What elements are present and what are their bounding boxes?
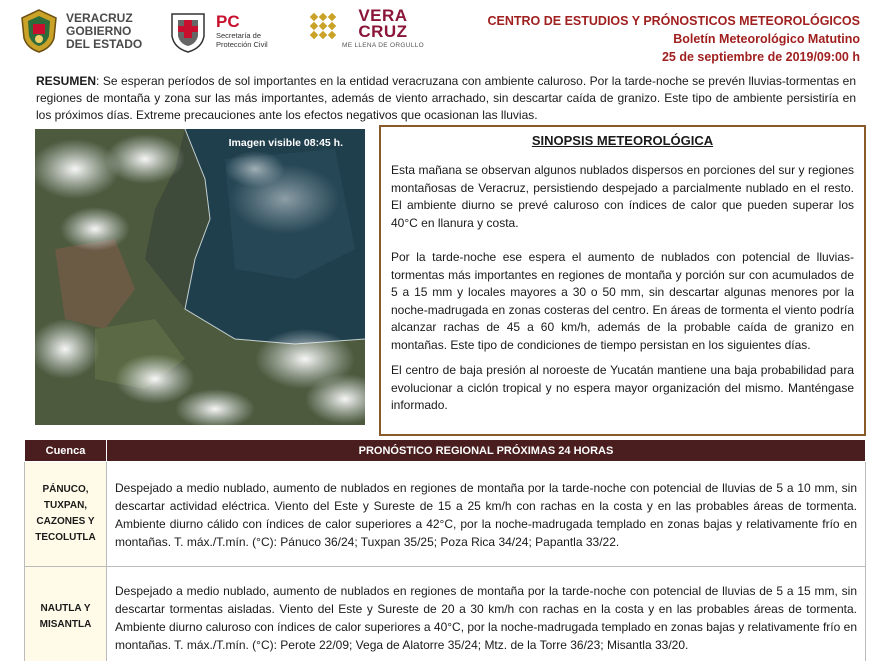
resumen-text: : Se esperan períodos de sol importantes en la entidad veracruzana con ambiente caluroso. Por la tarde-noche se prevén lluvias-tormentas en regiones de montaña y zona sur las más importantes, además de viento arrachado, sin descartar caída de granizo. Este tipo de ambiente persistiría en los próximos días. Extreme precauciones ante los efectos negativos que ocasionan las lluvias.: [36, 74, 856, 122]
bulletin-date: 25 de septiembre de 2019/09:00 h: [661, 50, 860, 64]
regional-forecast-table: [24, 439, 866, 661]
logo-estado-text: DEL ESTADO: [66, 36, 143, 51]
column-header-cuenca: Cuenca: [25, 440, 107, 462]
pc-seal-icon: [168, 8, 210, 54]
logo-gobierno-text: GOBIERNO: [66, 23, 132, 38]
satellite-image-label: Imagen visible 08:45 h.: [228, 137, 343, 149]
region-name-line: MISANTLA: [39, 618, 92, 630]
veracruz-seal-icon: [18, 8, 60, 54]
vc-slogan-text: ME LLENA DE ORGULLO: [342, 42, 424, 49]
bulletin-title-block: [488, 12, 861, 66]
bulletin-subtitle: Boletín Meteorológico Matutino: [673, 32, 860, 46]
logo-veracruz-text: VERACRUZ: [66, 10, 133, 25]
forecast-cell: Despejado a medio nublado, aumento de nublados en regiones de montaña por la tarde-noche con potencial de lluvias de 5 a 15 mm, sin descartar tormentas aisladas. Viento del Este y Sureste de 20 a 30 km/h con rachas en la costa y en las probables áreas de tormenta. Ambiente diurno caluroso con índices de calor superiores a 40°C, por la noche-madrugada templado en zonas bajas y relativamente frío en montañas. T. máx./T.mín. (°C): Perote 22/09; Vega de Alatorre 35/24; Mtz. de la Torre 36/23; Misantla 33/20.: [107, 567, 866, 661]
region-cell: [25, 462, 107, 567]
table-header-row: [25, 440, 866, 462]
grid-pattern-icon: [310, 13, 336, 44]
table-row: [25, 462, 866, 567]
region-name-line: NAUTLA Y: [40, 602, 91, 614]
veracruz-government-logo: [18, 8, 142, 54]
forecast-cell: Despejado a medio nublado, aumento de nublados en regiones de montaña por la tarde-noche con potencial de lluvias de 5 a 10 mm, sin descartar actividad eléctrica. Viento del Este y Sureste de 15 a 25 km/h con rachas en la costa y en las probables áreas de tormenta. Ambiente diurno cálido con índices de calor superiores a 42°C, por la noche-madrugada templado en zonas bajas y relativamente frío en montañas. T. máx./T.mín. (°C): Pánuco 36/24; Tuxpan 35/25; Poza Rica 34/24; Papantla 33/22.: [107, 462, 866, 567]
sinopsis-paragraph-2: Por la tarde-noche ese espera el aumento de nublados con potencial de lluvias-tormentas más importantes en regiones de montaña y porción sur con acumulados de 5 a 15 mm y locales mayores a 30 o 50 mm, sin descartar algunas menores por la noche-madrugada en zonas costeras del centro. En áreas de tormenta el viento podría alcanzar rachas de 45 a 60 km/h, además de la probable caída de granizo en montañas. Este tipo de condiciones de tiempo persistan en los siguientes días.: [391, 250, 854, 352]
resumen-label: RESUMEN: [36, 74, 97, 88]
resumen-paragraph: [36, 73, 856, 124]
sinopsis-paragraph-1: Esta mañana se observan algunos nublados dispersos en porciones del sur y regiones montañosas de Veracruz, persistiendo despejado a parcialmente nublado en el resto. El ambiente diurno se prevé caluroso con índices de calor que pueden superar los 40°C en llanura y costa.: [391, 163, 854, 230]
sinopsis-title: SINOPSIS METEOROLÓGICA: [531, 133, 714, 148]
pc-line1-text: Secretaría de: [216, 31, 262, 40]
table-row: [25, 567, 866, 661]
region-name-line: PÁNUCO,: [42, 484, 89, 495]
header: [0, 0, 880, 68]
pc-logo-text: PC: [216, 12, 240, 31]
bulletin-title: CENTRO DE ESTUDIOS Y PRÓNOSTICOS METEOROLÓGICOS: [487, 14, 860, 28]
vc-line1-text: VERA: [358, 6, 408, 25]
region-name-line: TUXPAN,: [43, 500, 88, 511]
sinopsis-paragraph-3: El centro de baja presión al noroeste de Yucatán mantiene una baja probabilidad para evolucionar a ciclón tropical y no espera mayor organización del mismo. Manténgase informado.: [391, 363, 854, 412]
region-cell: [25, 567, 107, 661]
proteccion-civil-logo: [168, 8, 268, 54]
veracruz-orgullo-logo: [310, 8, 424, 49]
pc-line2-text: Protección Civil: [216, 40, 268, 49]
sinopsis-box: [379, 125, 866, 436]
region-name-line: TECOLUTLA: [35, 532, 96, 543]
satellite-image: [35, 129, 365, 425]
region-name-line: CAZONES Y: [36, 516, 95, 527]
column-header-pronostico: PRONÓSTICO REGIONAL PRÓXIMAS 24 HORAS: [107, 440, 866, 462]
vc-line2-text: CRUZ: [358, 22, 408, 41]
